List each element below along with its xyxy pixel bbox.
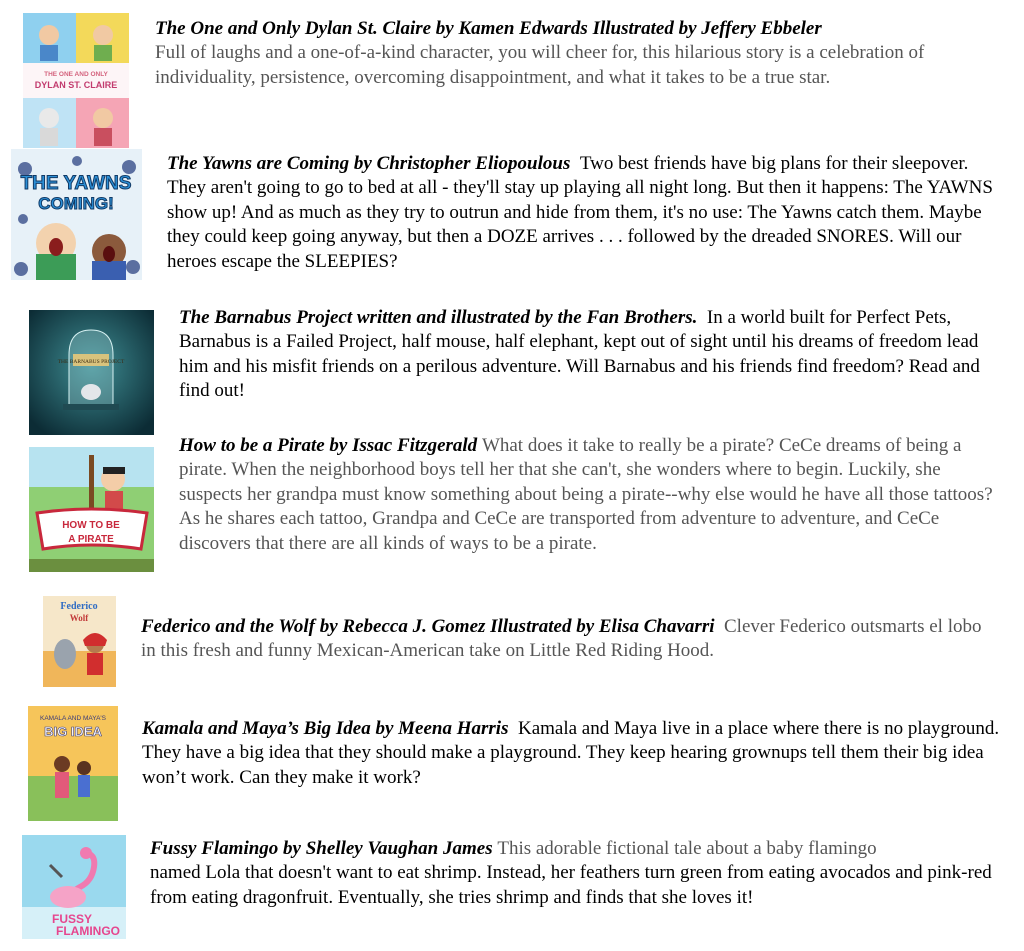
book-description: Full of laughs and a one-of-a-kind character, you will cheer for, this hilarious story is a celebration of individuality, persistence, overcoming disappointment, and what it takes to be a true star. [155, 42, 925, 88]
book-description-part1: This adorable fictional tale about a baby flamingo [497, 838, 877, 859]
cover-title-line1: THE ONE AND ONLY [44, 71, 108, 78]
book-entry-federico-and-the-wolf [141, 615, 991, 664]
book-entry-yawns-are-coming [167, 152, 1005, 274]
book-cover-yawns-are-coming [11, 149, 142, 280]
cover-title-line1: FUSSY [52, 912, 93, 926]
book-cover-how-to-be-a-pirate [29, 447, 154, 572]
cover-title-line2: DYLAN ST. CLAIRE [34, 80, 118, 90]
book-entry-dylan-st-claire [155, 17, 1000, 90]
book-title: The Yawns are Coming by Christopher Eliopoulous [167, 153, 571, 174]
book-entry-kamala-and-mayas-big-idea [142, 717, 1002, 790]
book-description: Two best friends have big plans for their sleepover. They aren't going to go to bed at all - they'll stay up playing all night long. But then it happens: The YAWNS show up! And as much as they try to outrun and hide from them, it's no use: The Yawns catch them. Maybe they could keep going anyway, but then a DOZE arrives . . . followed by the dreaded SNORES. Will our heroes escape the SLEEPIES? [167, 153, 993, 272]
book-description: Clever Federico outsmarts el lobo in this fresh and funny Mexican-American take on Little Red Riding Hood. [141, 616, 982, 662]
book-cover-federico-and-the-wolf [43, 596, 116, 687]
book-title: Federico and the Wolf by Rebecca J. Gomez Illustrated by Elisa Chavarri [141, 616, 715, 637]
cover-title-line1: THE YAWNS [20, 173, 132, 194]
book-title: The One and Only Dylan St. Claire by Kamen Edwards Illustrated by Jeffery Ebbeler [155, 18, 822, 39]
book-cover-dylan-st-claire [23, 13, 129, 148]
book-entry-fussy-flamingo [150, 837, 1005, 910]
book-cover-kamala-and-mayas-big-idea [28, 706, 118, 821]
cover-title-line2: COMING! [38, 194, 114, 213]
book-title: Kamala and Maya’s Big Idea by Meena Harris [142, 718, 509, 739]
cover-title-line1: KAMALA AND MAYA'S [39, 715, 107, 722]
book-cover-fussy-flamingo [22, 835, 126, 939]
book-title: Fussy Flamingo by Shelley Vaughan James [150, 838, 493, 859]
cover-title-line2: FLAMINGO [56, 924, 120, 938]
book-title: How to be a Pirate by Issac Fitzgerald [179, 435, 478, 456]
cover-title-line2: Wolf [69, 613, 89, 623]
book-description: What does it take to really be a pirate? CeCe dreams of being a pirate. When the neighborhood boys tell her that she can't, she wonders where to begin. Luckily, she suspects her grandpa must know something about being a pirate--why else would he have all those tattoos? As he shares each tattoo, Grandpa and CeCe are transported from adventure to adventure, and CeCe discovers that there are all kinds of ways to be a pirate. [179, 435, 993, 554]
book-title: The Barnabus Project written and illustrated by the Fan Brothers. [179, 307, 698, 328]
book-entry-how-to-be-a-pirate [179, 434, 1004, 556]
cover-title-line2: BIG IDEA [44, 724, 102, 739]
book-description-part2: named Lola that doesn't want to eat shrimp. Instead, her feathers turn green from eating avocados and pink-red from eating dragonfruit. Eventually, she tries shrimp and finds that she loves it! [150, 862, 992, 908]
book-entry-barnabus-project [179, 306, 989, 404]
book-cover-barnabus-project [29, 310, 154, 435]
cover-title-line2: A PIRATE [68, 534, 114, 545]
book-description: Kamala and Maya live in a place where there is no playground. They have a big idea that they should make a playground. They keep hearing grownups tell them their big idea won’t work. Can they make it work? [142, 718, 1000, 788]
cover-title: THE BARNABUS PROJECT [57, 359, 125, 365]
cover-title-line1: HOW TO BE [62, 520, 120, 531]
cover-title-line1: Federico [60, 601, 98, 612]
book-description: In a world built for Perfect Pets, Barnabus is a Failed Project, half mouse, half elephant, kept out of sight until his dreams of freedom lead him and his misfit friends on a perilous adventure. Will Barnabus and his friends find freedom? Read and find out! [179, 307, 980, 402]
